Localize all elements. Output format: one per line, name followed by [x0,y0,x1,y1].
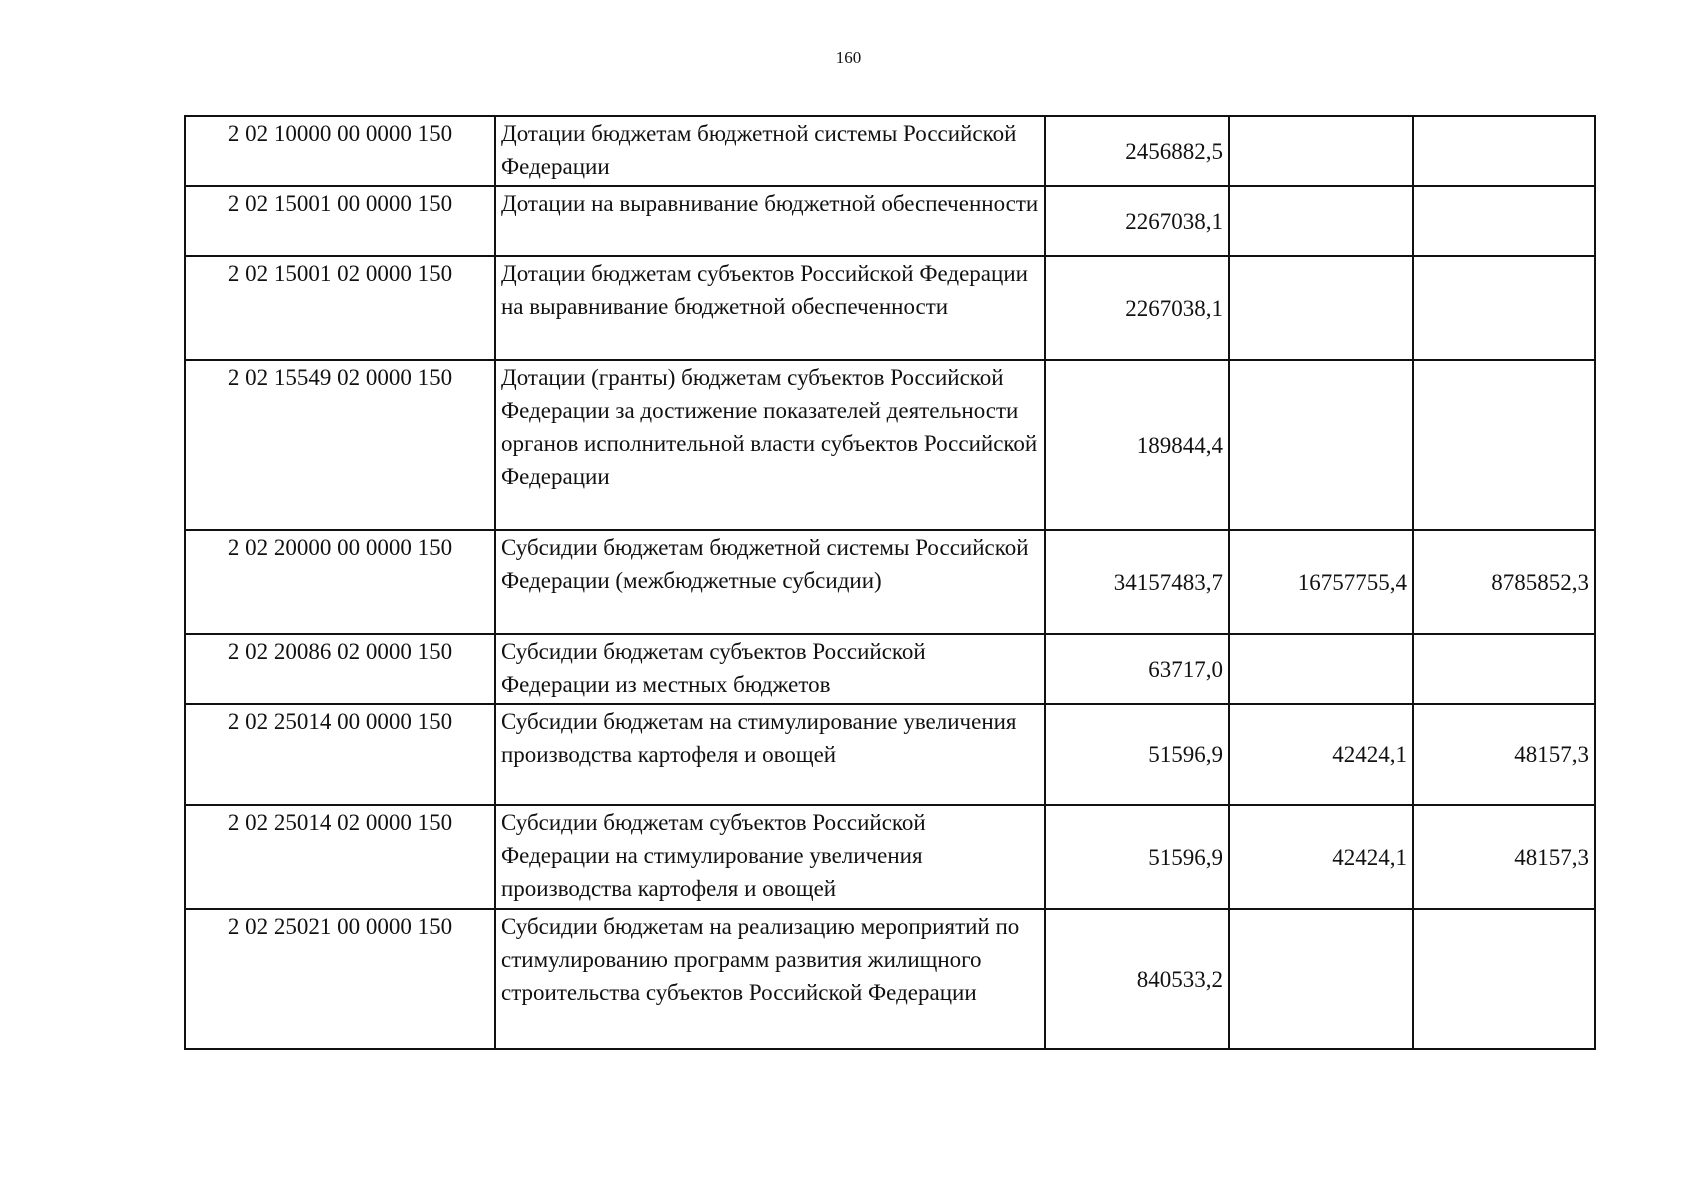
page-number: 160 [835,48,862,67]
amount-col-3 [1413,186,1595,256]
amount-col-1: 2267038,1 [1045,186,1229,256]
amount-col-2 [1229,634,1413,704]
table-row [185,634,1595,704]
revenue-code: 2 02 25014 02 0000 150 [185,805,495,909]
revenue-name: Дотации бюджетам бюджетной системы Российской Федерации [495,116,1045,186]
revenue-code: 2 02 15001 02 0000 150 [185,256,495,360]
amount-col-3 [1413,116,1595,186]
amount-col-3: 48157,3 [1413,704,1595,805]
revenue-code: 2 02 25021 00 0000 150 [185,909,495,1049]
table-row [185,360,1595,530]
table-row [185,805,1595,909]
amount-col-3: 8785852,3 [1413,530,1595,634]
revenue-code: 2 02 10000 00 0000 150 [185,116,495,186]
amount-col-3: 48157,3 [1413,805,1595,909]
revenue-code: 2 02 15549 02 0000 150 [185,360,495,530]
amount-col-3 [1413,256,1595,360]
revenue-name: Субсидии бюджетам на стимулирование увеличения производства картофеля и овощей [495,704,1045,805]
table-row [185,116,1595,186]
table-row [185,530,1595,634]
amount-col-2 [1229,909,1413,1049]
amount-col-2 [1229,256,1413,360]
amount-col-1: 51596,9 [1045,805,1229,909]
revenue-name: Дотации бюджетам субъектов Российской Федерации на выравнивание бюджетной обеспеченности [495,256,1045,360]
budget-revenue-table [184,115,1596,1050]
revenue-name: Субсидии бюджетам на реализацию мероприятий по стимулированию программ развития жилищного строительства субъектов Российской Федерации [495,909,1045,1049]
table-row [185,704,1595,805]
amount-col-2 [1229,186,1413,256]
revenue-code: 2 02 20000 00 0000 150 [185,530,495,634]
amount-col-1: 51596,9 [1045,704,1229,805]
amount-col-1: 63717,0 [1045,634,1229,704]
revenue-name: Субсидии бюджетам бюджетной системы Российской Федерации (межбюджетные субсидии) [495,530,1045,634]
amount-col-1: 840533,2 [1045,909,1229,1049]
amount-col-2 [1229,116,1413,186]
amount-col-3 [1413,360,1595,530]
revenue-code: 2 02 25014 00 0000 150 [185,704,495,805]
revenue-name: Субсидии бюджетам субъектов Российской Федерации на стимулирование увеличения производства картофеля и овощей [495,805,1045,909]
amount-col-2 [1229,360,1413,530]
table-row [185,909,1595,1049]
amount-col-2: 42424,1 [1229,805,1413,909]
amount-col-3 [1413,909,1595,1049]
revenue-name: Дотации (гранты) бюджетам субъектов Российской Федерации за достижение показателей деятельности органов исполнительной власти субъектов Российской Федерации [495,360,1045,530]
amount-col-1: 2267038,1 [1045,256,1229,360]
amount-col-1: 34157483,7 [1045,530,1229,634]
table-row [185,256,1595,360]
amount-col-3 [1413,634,1595,704]
revenue-code: 2 02 20086 02 0000 150 [185,634,495,704]
table-row [185,186,1595,256]
revenue-name: Дотации на выравнивание бюджетной обеспеченности [495,186,1045,256]
amount-col-2: 42424,1 [1229,704,1413,805]
amount-col-1: 189844,4 [1045,360,1229,530]
amount-col-1: 2456882,5 [1045,116,1229,186]
revenue-name: Субсидии бюджетам субъектов Российской Федерации из местных бюджетов [495,634,1045,704]
amount-col-2: 16757755,4 [1229,530,1413,634]
revenue-code: 2 02 15001 00 0000 150 [185,186,495,256]
